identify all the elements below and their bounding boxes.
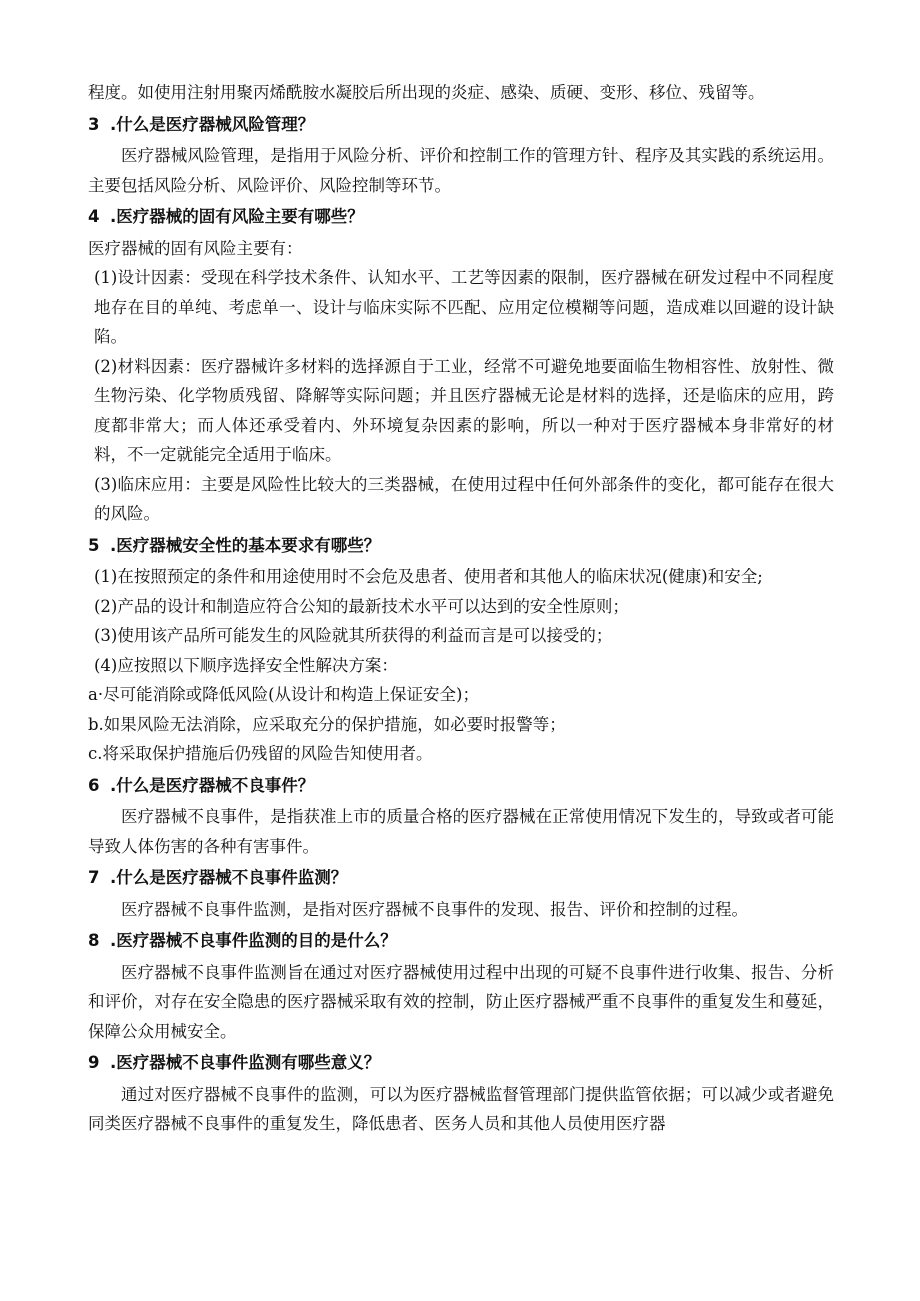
answer-paragraph-9: 通过对医疗器械不良事件的监测，可以为医疗器械监督管理部门提供监管依据；可以减少或者避免同类医疗器械不良事件的重复发生，降低患者、医务人员和其他人员使用医疗器 — [88, 1084, 834, 1133]
question-title: .什么是医疗器械风险管理？ — [110, 114, 315, 134]
question-title: .医疗器械不良事件监测有哪些意义？ — [110, 1053, 381, 1072]
list-item: (2)产品的设计和制造应符合公知的最新技术水平可以达到的安全性原则； — [94, 596, 629, 616]
answer-paragraph-3: 医疗器械风险管理，是指用于风险分析、评价和控制工作的管理方针、程序及其实践的系统运用。主要包括风险分析、风险评价、风险控制等环节。 — [88, 146, 834, 195]
sub-list-item: c.将采取保护措施后仍残留的风险告知使用者。 — [88, 744, 433, 763]
question-title: .医疗器械不良事件监测的目的是什么？ — [110, 931, 397, 950]
question-number: 5 — [88, 535, 100, 555]
list-item: (1)设计因素：受现在科学技术条件、认知水平、工艺等因素的限制，医疗器械在研发过程中不同程度地存在目的单纯、考虑单一、设计与临床实际不匹配、应用定位模糊等问题，造成难以回避的设计缺陷。 — [94, 268, 834, 346]
question-heading-7 — [88, 863, 834, 893]
question-title: .医疗器械的固有风险主要有哪些？ — [110, 207, 364, 226]
list-item: (1)在按照预定的条件和用途使用时不会危及患者、使用者和其他人的临床状况(健康)和安全; — [94, 567, 763, 586]
sub-list-item: a·尽可能消除或降低风险(从设计和构造上保证安全)； — [88, 685, 479, 704]
answer-paragraph-8: 医疗器械不良事件监测旨在通过对医疗器械使用过程中出现的可疑不良事件进行收集、报告、分析和评价，对存在安全隐患的医疗器械采取有效的控制，防止医疗器械严重不良事件的重复发生和蔓延，保障公众用械安全。 — [88, 962, 834, 1041]
question-heading-3 — [88, 110, 834, 140]
question-title: .什么是医疗器械不良事件？ — [110, 775, 315, 795]
question-title: .医疗器械安全性的基本要求有哪些？ — [110, 535, 381, 555]
question-heading-5 — [88, 531, 834, 561]
list-item: (3)临床应用：主要是风险性比较大的三类器械，在使用过程中任何外部条件的变化，都可能存在很大的风险。 — [94, 474, 834, 523]
question-number: 3 — [88, 114, 100, 134]
list-item: (4)应按照以下顺序选择安全性解决方案： — [94, 655, 398, 675]
question-number: 9 — [88, 1053, 100, 1072]
answer-intro-4: 医疗器械的固有风险主要有： — [88, 238, 303, 258]
question-number: 6 — [88, 775, 100, 795]
question-heading-6 — [88, 771, 834, 801]
question-number: 7 — [88, 868, 100, 887]
question-number: 4 — [88, 207, 100, 226]
question-heading-4 — [88, 202, 834, 232]
paragraph-continuation: 程度。如使用注射用聚丙烯酰胺水凝胶后所出现的炎症、感染、质硬、变形、移位、残留等。 — [88, 83, 765, 102]
list-item: (3)使用该产品所可能发生的风险就其所获得的利益而言是可以接受的； — [94, 626, 613, 645]
sub-list-item: b.如果风险无法消除，应采取充分的保护措施，如必要时报警等； — [88, 714, 566, 734]
question-heading-8 — [88, 926, 834, 956]
list-item: (2)材料因素：医疗器械许多材料的选择源自于工业，经常不可避免地要面临生物相容性、放射性、微生物污染、化学物质残留、降解等实际问题；并且医疗器械无论是材料的选择，还是临床的应用，跨度都非常大；而人体还承受着内、外环境复杂因素的影响，所以一种对于医疗器械本身非常好的材料，不一定就能完全适用于临床。 — [94, 356, 834, 464]
question-number: 8 — [88, 931, 100, 950]
answer-paragraph-7: 医疗器械不良事件监测，是指对医疗器械不良事件的发现、报告、评价和控制的过程。 — [121, 899, 748, 919]
question-title: .什么是医疗器械不良事件监测？ — [110, 868, 348, 887]
answer-paragraph-6: 医疗器械不良事件，是指获准上市的质量合格的医疗器械在正常使用情况下发生的，导致或者可能导致人体伤害的各种有害事件。 — [88, 807, 834, 856]
question-heading-9 — [88, 1048, 834, 1078]
